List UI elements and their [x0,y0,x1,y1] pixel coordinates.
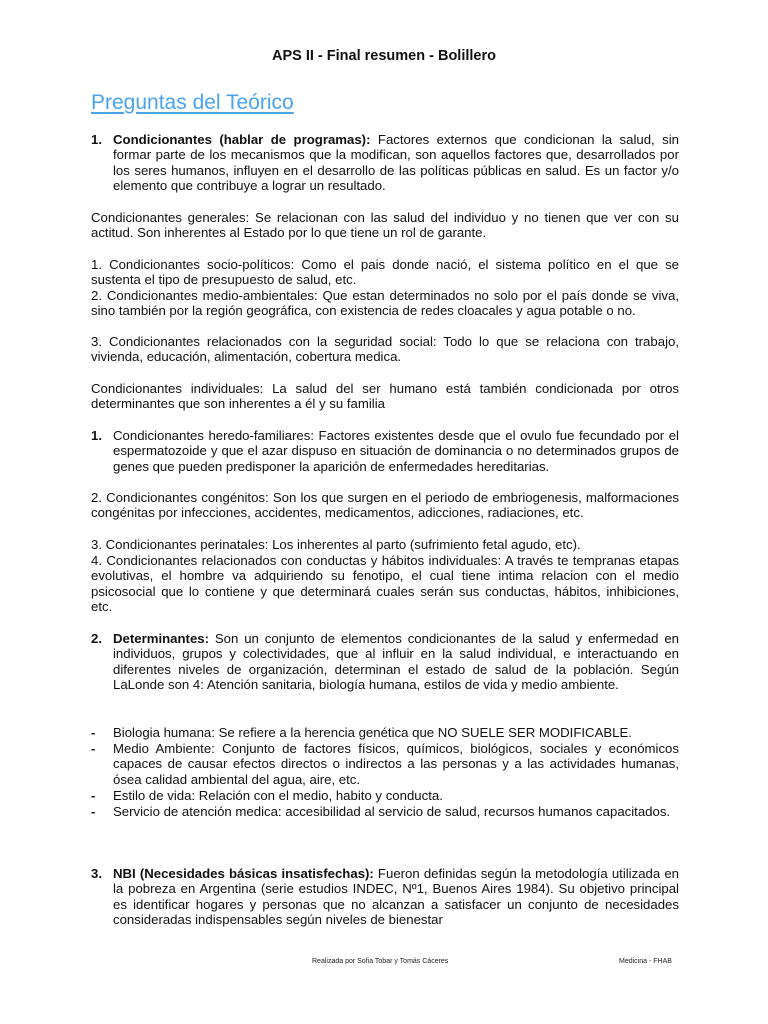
paragraph-individuales-item-3: 3. Condicionantes perinatales: Los inherentes al parto (sufrimiento fetal agudo, etc). [91,537,581,552]
paragraph-individuales-intro: Condicionantes individuales: La salud del ser humano está también condicionada por otros determinantes que son inherentes a él y su familia [91,381,679,412]
bullet-item [91,741,679,787]
footer-authors: Realizada por Sofia Tobar y Tomás Cáceres [312,958,449,965]
paragraph-generales-intro: Condicionantes generales: Se relacionan con las salud del individuo y no tienen que ver con su actitud. Son inherentes al Estado por lo que tiene un rol de garante. [91,210,679,241]
document-title: APS II - Final resumen - Bolillero [272,48,496,64]
question-2 [91,631,679,693]
question-body [113,631,679,693]
dash-bullet: - [91,804,96,819]
dash-bullet: - [91,741,96,756]
question-body [113,866,679,928]
paragraph-generales-item-1: 1. Condicionantes socio-políticos: Como el pais donde nació, el sistema político en el que se sustenta el tipo de presupuesto de salud, etc. [91,257,679,288]
question-body [113,132,679,194]
bullet-text: Biologia humana: Se refiere a la herencia genética que NO SUELE SER MODIFICABLE. [113,725,632,740]
question-1 [91,132,679,194]
dash-bullet: - [91,725,96,740]
list-item-text: Condicionantes heredo-familiares: Factores existentes desde que el ovulo fue fecundado por el espermatozoide y que el azar dispuso en situación de dominancia o no determinados grupos de genes que pueden predisponer la aparición de enfermedades hereditarias. [113,428,679,474]
question-text: Factores externos que condicionan la salud, sin formar parte de los mecanismos que la modifican, son aquellos factores que, desarrollados por los seres humanos, influyen en el desarrollo de las políticas públicas en salud. Es un factor y/o elemento que contribuye a lograr un resultado. [113,132,679,194]
footer-course: Medicina - FHAB [619,958,672,965]
question-label: NBI (Necesidades básicas insatisfechas): [113,866,374,881]
question-label: Condicionantes (hablar de programas): [113,132,371,147]
bullet-text: Estilo de vida: Relación con el medio, habito y conducta. [113,788,443,803]
bullet-item [91,725,679,740]
question-label: Determinantes: [113,631,210,646]
paragraph-individuales-item-2: 2. Condicionantes congénitos: Son los que surgen en el periodo de embriogenesis, malformaciones congénitas por infecciones, accidentes, medicamentos, adicciones, radiaciones, etc. [91,490,679,521]
question-text: Son un conjunto de elementos condicionantes de la salud y enfermedad en individuos, grupos y colectividades, que al influir en la salud individual, e interactuando en diferentes niveles de organización, determinan el estado de salud de la población. Según LaLonde son 4: Atención sanitaria, biología humana, estilos de vida y medio ambiente. [113,631,679,693]
question-number: 3. [91,866,102,881]
individuales-item-1 [91,428,679,474]
bullet-item [91,804,679,819]
paragraph-generales-item-3: 3. Condicionantes relacionados con la seguridad social: Todo lo que se relaciona con trabajo, vivienda, educación, alimentación, cobertura medica. [91,334,679,365]
dash-bullet: - [91,788,96,803]
bullet-text: Medio Ambiente: Conjunto de factores físicos, químicos, biológicos, sociales y económicos capaces de causar efectos directos o indirectos a las personas y a las actividades humanas, ósea calidad ambiental del agua, aire, etc. [113,741,679,787]
question-text: Fueron definidas según la metodología utilizada en la pobreza en Argentina (serie estudios INDEC, Nº1, Buenos Aires 1984). Su objetivo principal es identificar hogares y personas que no alcanzan a satisfacer un conjunto de necesidades consideradas indispensables según niveles de bienestar [113,866,679,928]
bullet-text: Servicio de atención medica: accesibilidad al servicio de salud, recursos humanos capacitados. [113,804,671,819]
question-number: 2. [91,631,102,646]
bullet-item [91,788,679,803]
paragraph-generales-item-2: 2. Condicionantes medio-ambientales: Que estan determinados no solo por el país donde se viva, sino también por la región geográfica, con existencia de redes cloacales y agua potable o no. [91,288,679,319]
question-number: 1. [91,132,102,147]
list-number: 1. [91,428,102,443]
question-3 [91,866,679,928]
paragraph-individuales-item-4: 4. Condicionantes relacionados con conductas y hábitos individuales: A través te tempranas etapas evolutivas, el hombre va adquiriendo su fenotipo, el cual tiene intima relacion con el medio psicosocial que lo contiene y que determinará cuales serán sus conductas, hábitos, inhibiciones, etc. [91,553,679,615]
section-heading: Preguntas del Teórico [91,91,294,114]
